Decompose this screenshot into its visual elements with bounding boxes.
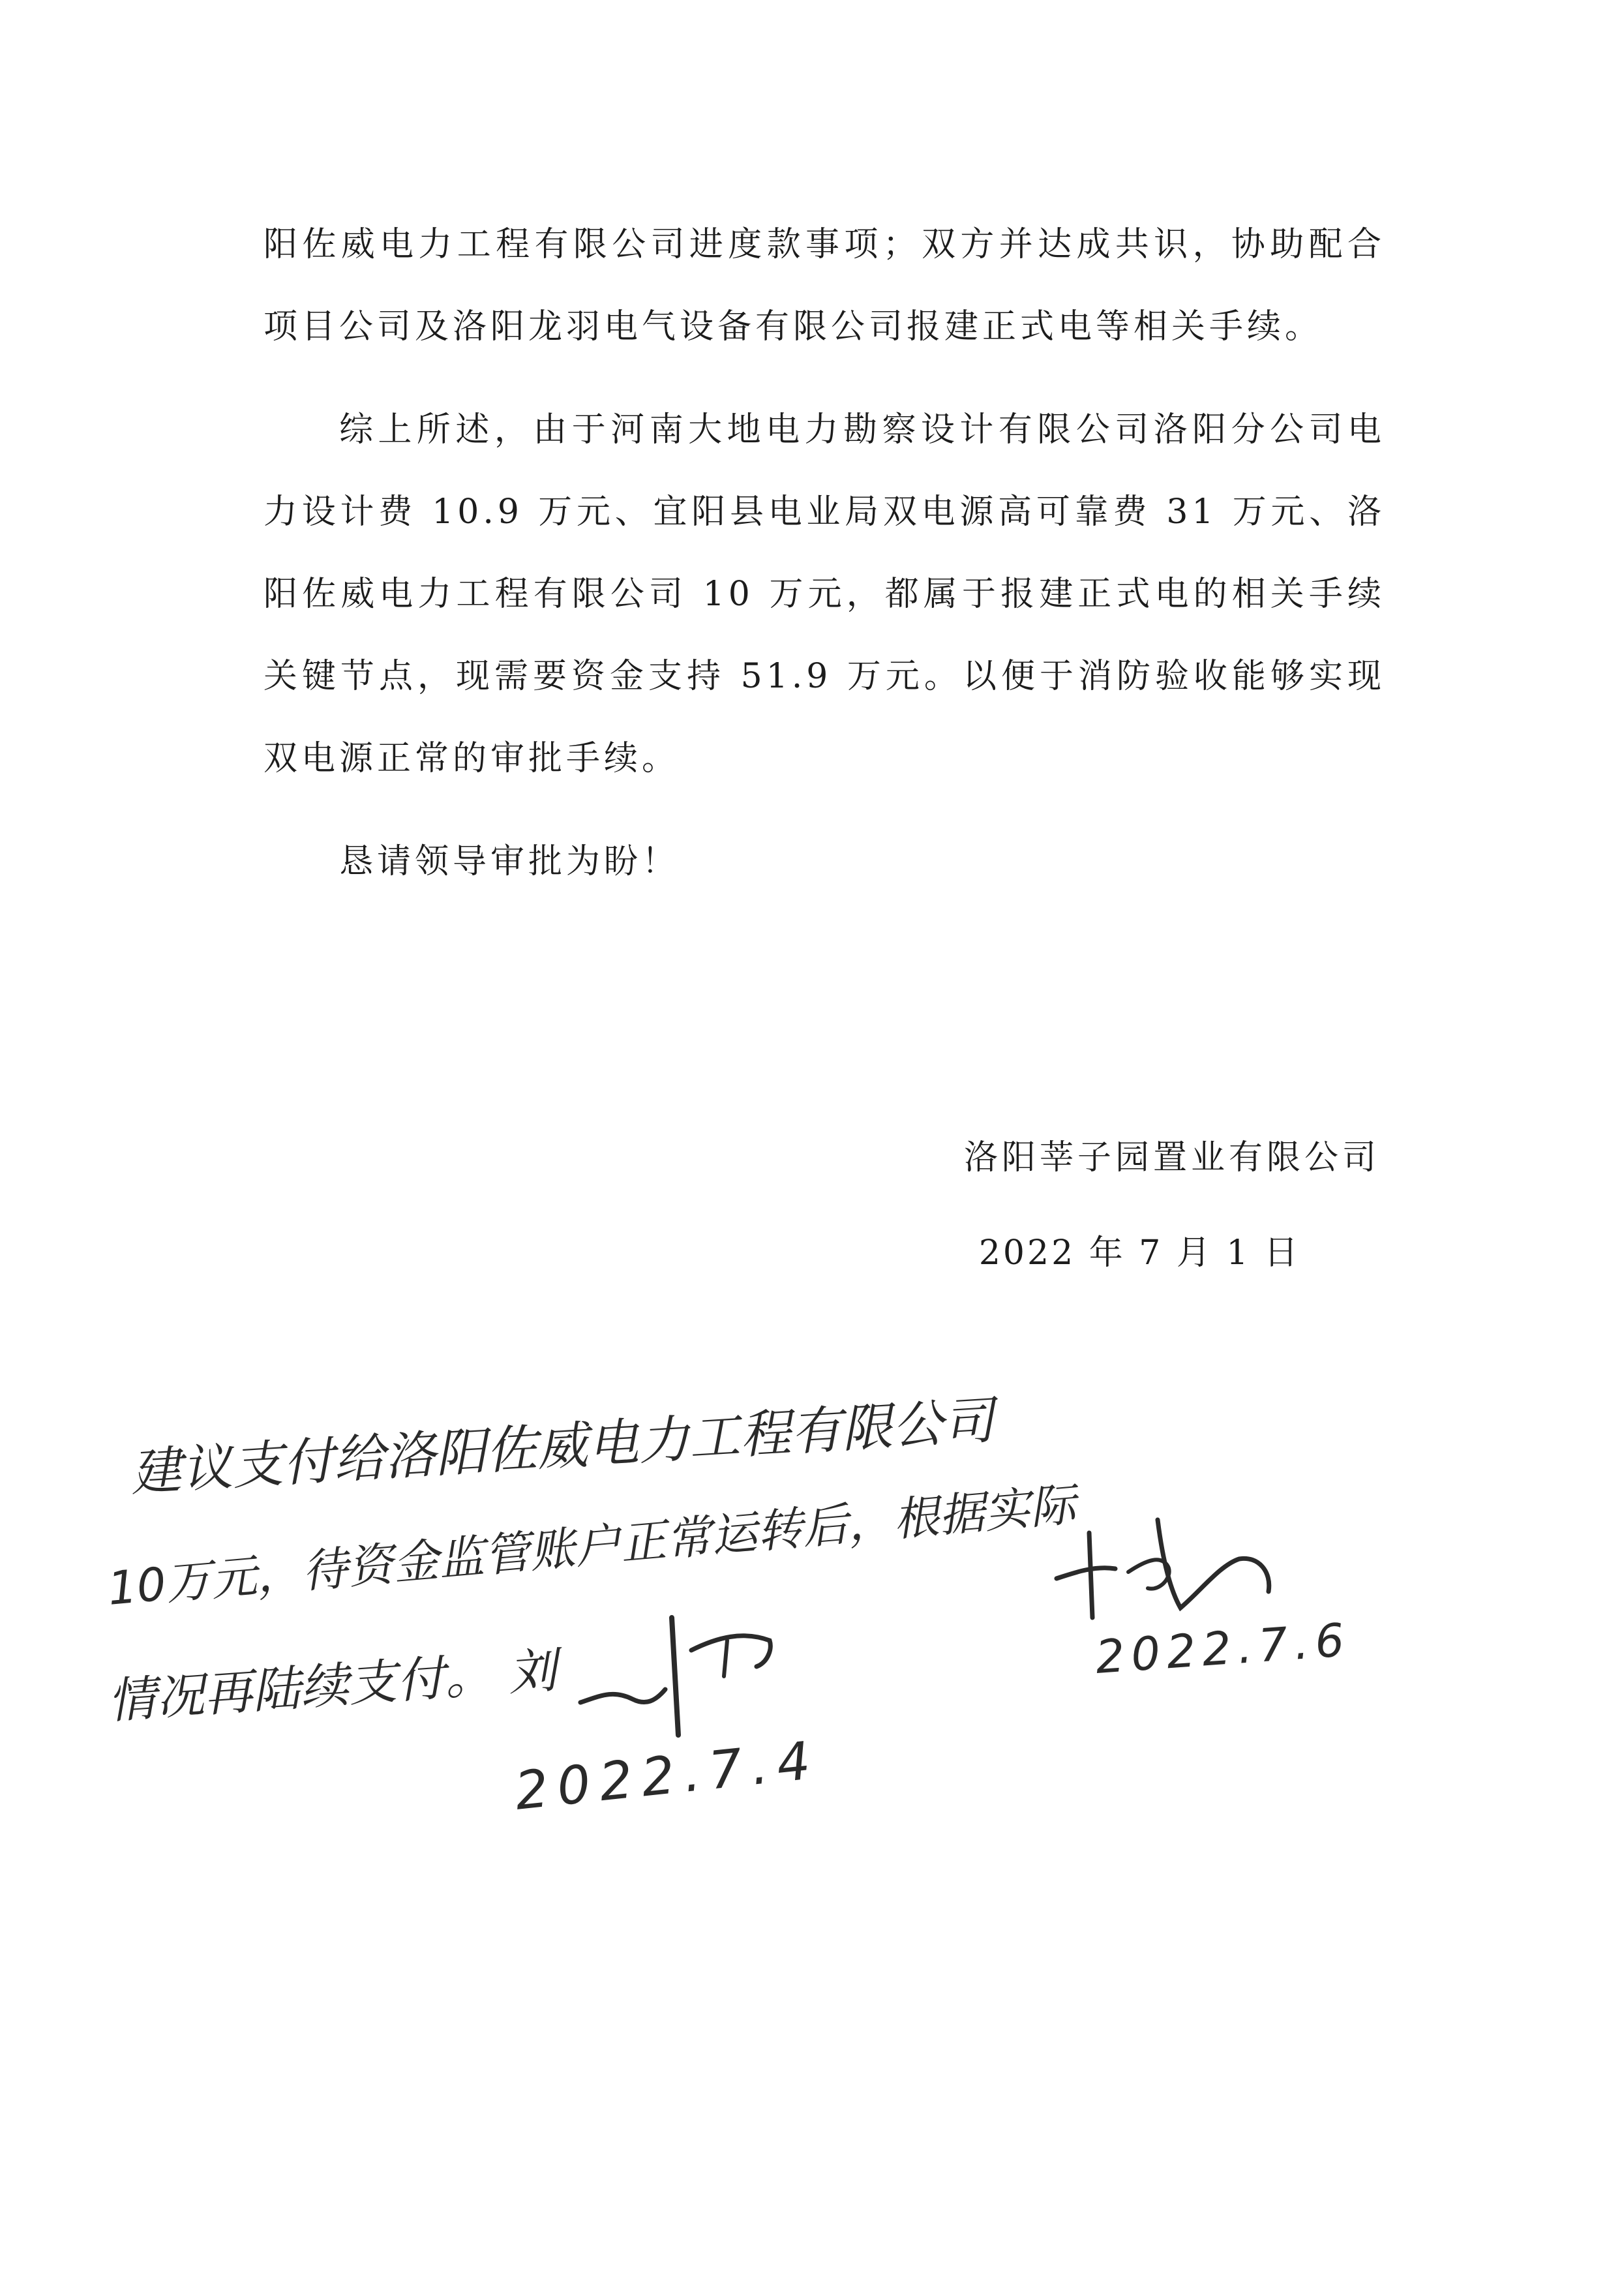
signature-company: 洛阳莘子园置业有限公司 — [963, 1138, 1380, 1177]
handwritten-signature-liu — [574, 1592, 783, 1748]
paragraph-continuation: 阳佐威电力工程有限公司进度款事项；双方并达成共识，协助配合项目公司及洛阳龙羽电气设备有限公司报建正式电等相关手续。 — [263, 225, 1385, 346]
handwritten-date-right: 2022.7.6 — [1094, 1612, 1353, 1684]
handwritten-signature-right — [1044, 1494, 1291, 1637]
handwritten-date-left: 2022.7.4 — [512, 1729, 822, 1822]
paragraph-request: 恳请领导审批为盼！ — [339, 842, 680, 881]
handwritten-comment-line-2: 10万元，待资金监管账户正常运转后，根据实际 — [105, 1477, 1078, 1616]
letter-body — [263, 204, 1385, 924]
signature-date: 2022 年 7 月 1 日 — [978, 1233, 1300, 1273]
paragraph-summary: 综上所述，由于河南大地电力勘察设计有限公司洛阳分公司电力设计费 10.9 万元、宜阳县电业局双电源高可靠费 31 万元、洛阳佐威电力工程有限公司 10 万元，都属于报建正式电的相关手续关键节点，现需要资金支持 51.9 万元。以便于消防验收能够实现双电源正常的审批手续。 — [263, 410, 1385, 778]
handwritten-comment-line-3: 情况再陆续支付。 刘 — [106, 1642, 559, 1730]
handwritten-comment-line-1: 建议支付给洛阳佐威电力工程有限公司 — [128, 1391, 996, 1503]
